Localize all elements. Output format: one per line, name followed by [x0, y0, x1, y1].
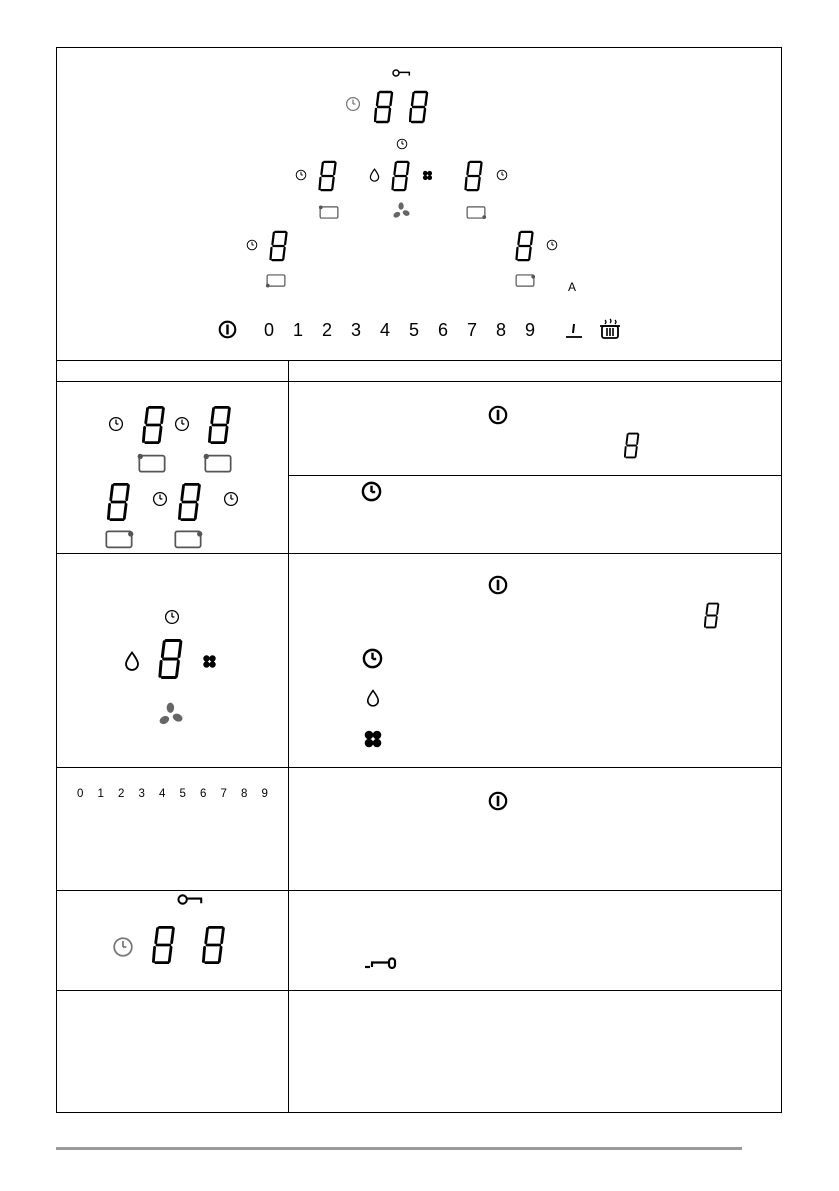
divider	[57, 890, 781, 891]
level-6: 6	[200, 788, 207, 800]
power-icon	[218, 320, 237, 339]
level-3[interactable]: 3	[351, 320, 362, 340]
zone-indicator-icon	[514, 274, 536, 288]
fan-icon	[393, 202, 410, 219]
zone-indicator-icon	[103, 530, 135, 550]
seven-segment-digit	[208, 405, 232, 445]
timer-icon	[174, 416, 190, 432]
timer-icon	[108, 416, 124, 432]
seven-segment-digit	[374, 90, 394, 124]
drop-icon	[369, 168, 380, 182]
seven-segment-digit	[391, 160, 411, 192]
seven-segment-digit	[142, 405, 166, 445]
timer-icon	[396, 138, 408, 150]
level-1: 1	[97, 788, 104, 800]
timer-icon	[345, 96, 361, 112]
seven-segment-digit	[178, 482, 202, 522]
clover-icon	[422, 170, 433, 181]
timer-icon	[295, 169, 307, 181]
key-icon	[392, 68, 412, 78]
timer-icon	[223, 491, 239, 507]
seven-segment-digit	[318, 160, 338, 192]
level-9: 9	[261, 788, 268, 800]
level-8[interactable]: 8	[496, 320, 507, 340]
level-6[interactable]: 6	[438, 320, 449, 340]
zone-indicator-icon	[172, 530, 204, 550]
seven-segment-digit	[409, 90, 429, 124]
zone-indicator-icon	[465, 205, 487, 219]
clover-icon	[363, 729, 383, 749]
seven-segment-digit	[624, 432, 640, 459]
level-4: 4	[159, 788, 166, 800]
page-footer-bar	[56, 1147, 742, 1150]
level-4[interactable]: 4	[380, 320, 391, 340]
boost-icon	[565, 321, 583, 339]
divider	[288, 475, 781, 476]
divider	[57, 990, 781, 991]
level-5: 5	[179, 788, 186, 800]
zone-indicator-icon	[318, 205, 340, 219]
zone-indicator-icon	[202, 453, 234, 473]
level-0[interactable]: 0	[264, 320, 275, 340]
timer-icon	[362, 648, 383, 669]
timer-icon	[164, 609, 180, 625]
seven-segment-digit	[704, 602, 720, 629]
timer-icon	[496, 169, 508, 181]
level-1[interactable]: 1	[293, 320, 304, 340]
seven-segment-digit	[269, 230, 289, 262]
timer-icon	[246, 239, 258, 251]
level-8: 8	[241, 788, 248, 800]
level-2[interactable]: 2	[322, 320, 333, 340]
divider	[57, 767, 781, 768]
power-icon	[488, 405, 508, 425]
divider	[57, 381, 781, 382]
seven-segment-digit	[515, 230, 535, 262]
level-3: 3	[138, 788, 145, 800]
key-icon	[177, 893, 205, 906]
control-panel-table	[56, 47, 782, 1113]
seven-segment-digit	[107, 482, 131, 522]
timer-icon	[361, 481, 382, 502]
zone-indicator-icon	[265, 274, 287, 288]
seven-segment-digit	[152, 925, 176, 965]
level-5[interactable]: 5	[409, 320, 420, 340]
seven-segment-digit	[464, 160, 484, 192]
timer-icon	[112, 936, 134, 958]
zone-indicator-icon	[136, 453, 168, 473]
grill-icon	[599, 318, 621, 340]
auto-label: A	[568, 280, 577, 294]
level-2: 2	[118, 788, 125, 800]
level-7[interactable]: 7	[467, 320, 478, 340]
divider	[57, 553, 781, 554]
level-9[interactable]: 9	[525, 320, 536, 340]
timer-icon	[152, 491, 168, 507]
drop-icon	[366, 689, 380, 707]
key-icon	[362, 957, 398, 971]
divider	[57, 360, 781, 361]
power-icon	[488, 575, 508, 595]
seven-segment-digit	[158, 638, 184, 680]
drop-icon	[124, 651, 140, 671]
fan-icon	[159, 702, 183, 726]
level-0: 0	[77, 788, 84, 800]
timer-icon	[546, 239, 558, 251]
seven-segment-digit	[202, 925, 226, 965]
clover-icon	[202, 654, 217, 669]
power-icon	[488, 791, 508, 811]
level-7: 7	[220, 788, 227, 800]
column-divider	[288, 360, 289, 1113]
